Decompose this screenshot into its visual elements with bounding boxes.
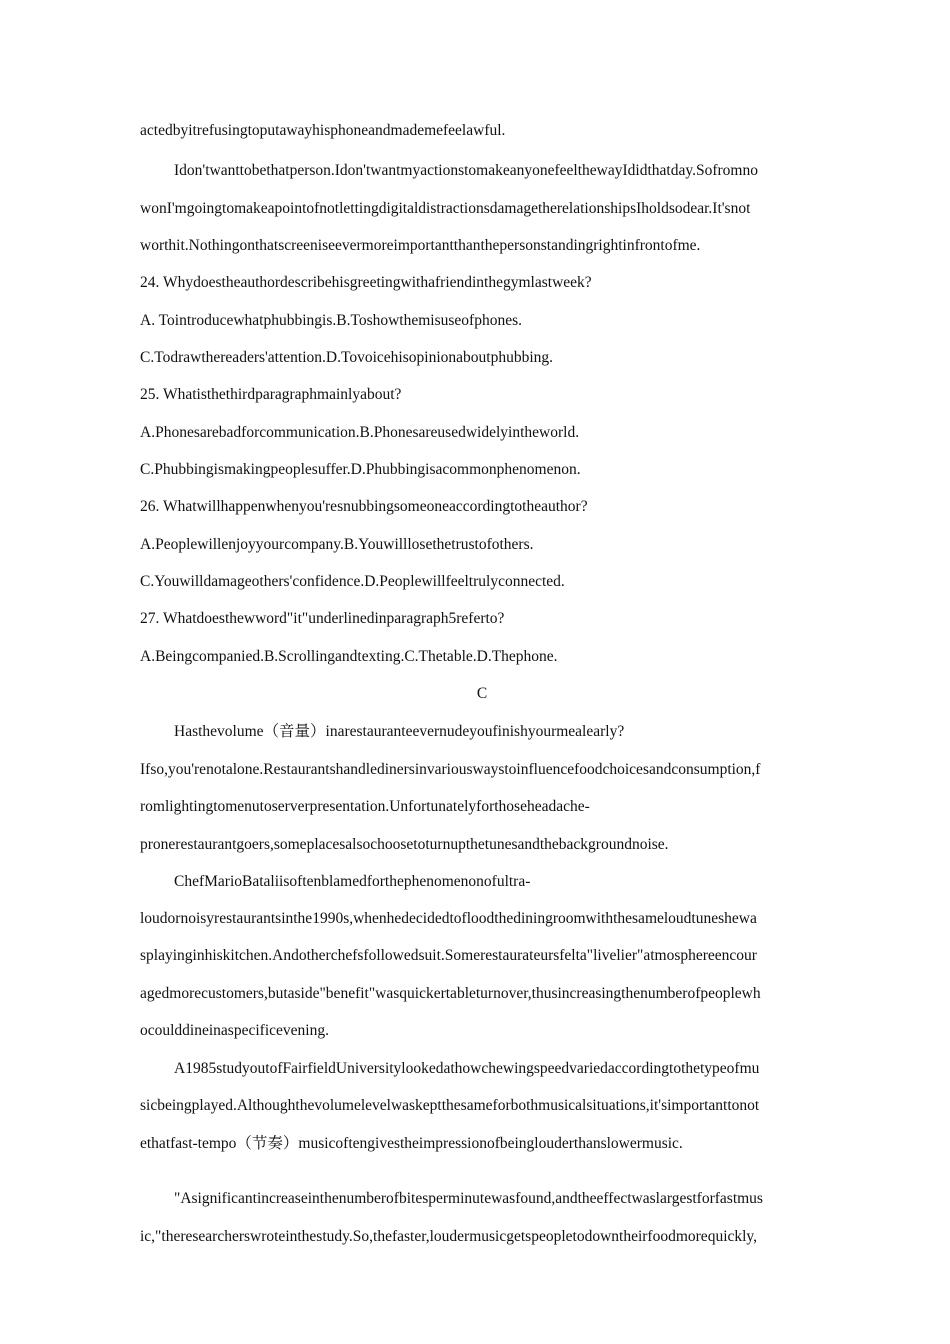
- passage-c-p1-line: Ifso,you'renotalone.Restaurantshandledinersinvariouswaystoinfluencefoodchoicesandconsumption,f: [140, 761, 761, 778]
- passage-c-p4-line: "Asignificantincreaseinthenumberofbitesperminutewasfound,andtheeffectwaslargestforfastmus: [174, 1190, 763, 1207]
- question-24-options-ab: A. Tointroducewhatphubbingis.B.Toshowthemisuseofphones.: [140, 312, 522, 329]
- question-25-stem: 25. Whatisthethirdparagraphmainlyabout?: [140, 386, 402, 403]
- question-27-stem: 27. Whatdoesthewword"it"underlinedinparagraph5referto?: [140, 610, 505, 627]
- question-25-options-ab: A.Phonesarebadforcommunication.B.Phonesareusedwidelyintheworld.: [140, 424, 580, 441]
- question-26-stem: 26. Whatwillhappenwhenyou'resnubbingsomeoneaccordingtotheauthor?: [140, 498, 588, 515]
- passage-c-p1-line: Hasthevolume（音量）inarestauranteevernudeyoufinishyourmealearly?: [174, 723, 625, 740]
- passage-c-p2-line: agedmorecustomers,butaside"benefit"wasquickertableturnover,thusincreasingthenumberofpeoplewh: [140, 985, 761, 1002]
- passage-c-heading: C: [476, 685, 488, 702]
- passage-c-p2-line: ocoulddineinaspecificevening.: [140, 1022, 329, 1039]
- question-26-options-cd: C.Youwilldamageothers'confidence.D.Peoplewillfeeltrulyconnected.: [140, 573, 565, 590]
- passage-b-line: worthit.Nothingonthatscreeniseevermoreimportantthanthepersonstandingrightinfrontofme.: [140, 237, 701, 254]
- passage-c-p1-line: romlightingtomenutoserverpresentation.Unfortunatelyforthoseheadache-: [140, 798, 590, 815]
- passage-b-line: Idon'twanttobethatperson.Idon'twantmyactionstomakeanyonefeelthewayIdidthatday.Sofromno: [174, 162, 758, 179]
- question-24-stem: 24. Whydoestheauthordescribehisgreetingwithafriendinthegymlastweek?: [140, 274, 592, 291]
- passage-c-p2-line: ChefMarioBataliisoftenblamedforthephenomenonofultra-: [174, 873, 531, 890]
- passage-c-p1-line: pronerestaurantgoers,someplacesalsochoosetoturnupthetunesandthebackgroundnoise.: [140, 836, 669, 853]
- passage-c-p3-line: ethatfast-tempo（节奏）musicoftengivestheimpressionofbeinglouderthanslowermusic.: [140, 1135, 683, 1152]
- passage-c-p3-line: A1985studyoutofFairfieldUniversitylookedathowchewingspeedvariedaccordingtothetypeofmu: [174, 1060, 760, 1077]
- question-24-options-cd: C.Todrawthereaders'attention.D.Tovoicehisopinionaboutphubbing.: [140, 349, 554, 366]
- question-25-options-cd: C.Phubbingismakingpeoplesuffer.D.Phubbingisacommonphenomenon.: [140, 461, 581, 478]
- passage-c-p4-line: ic,"theresearcherswroteinthestudy.So,thefaster,loudermusicgetspeopletodowntheirfoodmorequickly,: [140, 1228, 758, 1245]
- question-26-options-ab: A.Peoplewillenjoyyourcompany.B.Youwilllosethetrustofothers.: [140, 536, 534, 553]
- passage-b-line: actedbyitrefusingtoputawayhisphoneandmademefeelawful.: [140, 122, 506, 139]
- passage-c-p2-line: loudornoisyrestaurantsinthe1990s,whenhedecidedtofloodthediningroomwiththesameloudtuneshewa: [140, 910, 757, 927]
- passage-c-p2-line: splayinginhiskitchen.Andotherchefsfollowedsuit.Somerestaurateursfelta"livelier"atmosphereencour: [140, 947, 757, 964]
- passage-b-line: wonI'mgoingtomakeapointofnotlettingdigitaldistractionsdamagetherelationshipsIholdsodear.It'snot: [140, 200, 751, 217]
- passage-c-p3-line: sicbeingplayed.Althoughthevolumelevelwaskeptthesameforbothmusicalsituations,it'simportanttonot: [140, 1097, 760, 1114]
- question-27-options: A.Beingcompanied.B.Scrollingandtexting.C.Thetable.D.Thephone.: [140, 648, 558, 665]
